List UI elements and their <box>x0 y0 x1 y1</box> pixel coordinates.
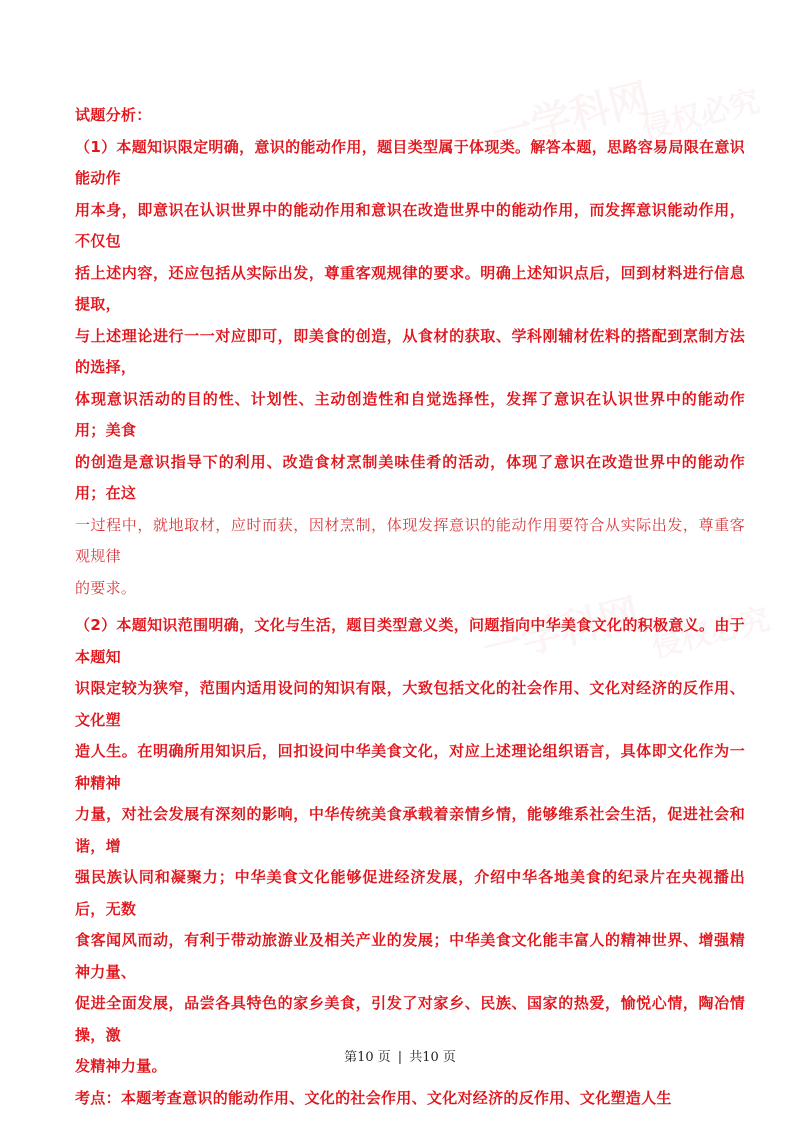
text-line: 与上述理论进行一一对应即可，即美食的创造，从食材的获取、学科刚辅材佐料的搭配到烹制方法的选择， <box>75 326 745 376</box>
analysis-content <box>75 100 745 1114</box>
text-line: 用本身，即意识在认识世界中的能动作用和意识在改造世界中的能动作用，而发挥意识能动作用，不仅包 <box>75 200 745 250</box>
watermark-logo: 一学科网 <box>477 590 645 674</box>
text-line: （1）本题知识限定明确，意识的能动作用，题目类型属于体现类。解答本题，思路容易局限在意识能动作 <box>75 137 745 187</box>
text-line: 强民族认同和凝聚力；中华美食文化能够促进经济发展，介绍中华各地美食的纪录片在央视播出后，无数 <box>75 868 745 918</box>
watermark-notice: 侵权必究 <box>648 601 774 665</box>
part1-paragraph <box>75 132 745 510</box>
text-line: 的要求。 <box>75 578 137 597</box>
kaodian-line: 考点：本题考查意识的能动作用、文化的社会作用、文化对经济的反作用、文化塑造人生 <box>75 1088 672 1107</box>
page-total: 共10 页 <box>409 1050 456 1065</box>
part2-paragraph <box>75 610 745 1083</box>
analysis-heading: 试题分析： <box>75 106 152 124</box>
watermark-logo: 一学科网 <box>487 75 655 159</box>
text-line: 识限定较为狭窄，范围内适用设问的知识有限，大致包括文化的社会作用、文化对经济的反作用、文化塑 <box>75 679 745 729</box>
text-line: 括上述内容，还应包括从实际出发，尊重客观规律的要求。明确上述知识点后，回到材料进行信息提取， <box>75 263 745 313</box>
footer-separator: | <box>397 1050 403 1065</box>
text-line: 造人生。在明确所用知识后，回扣设问中华美食文化，对应上述理论组织语言，具体即文化作为一种精神 <box>75 742 745 792</box>
page-number: 第10 页 <box>344 1050 391 1065</box>
text-line: 体现意识活动的目的性、计划性、主动创造性和自觉选择性，发挥了意识在认识世界中的能动作用；美食 <box>75 389 745 439</box>
text-line: 食客闻风而动，有利于带动旅游业及相关产业的发展；中华美食文化能丰富人的精神世界、增强精神力量、 <box>75 931 745 981</box>
text-line: 的创造是意识指导下的利用、改造食材烹制美味佳肴的活动，体现了意识在改造世界中的能动作用；在这 <box>75 452 745 502</box>
page-footer <box>0 1046 800 1065</box>
watermark-notice: 侵权必究 <box>638 83 764 147</box>
text-line: 发精神力量。 <box>75 1057 167 1075</box>
text-line: （2）本题知识范围明确，文化与生活，题目类型意义类，问题指向中华美食文化的积极意义。由于本题知 <box>75 616 745 666</box>
text-line: 力量，对社会发展有深刻的影响，中华传统美食承载着亲情乡情，能够维系社会生活，促进社会和谐，增 <box>75 805 745 855</box>
part1-tail <box>75 510 745 605</box>
text-line: 促进全面发展，品尝各具特色的家乡美食，引发了对家乡、民族、国家的热爱，愉悦心情，陶冶情操，激 <box>75 994 745 1044</box>
text-line: 一过程中，就地取材，应时而获，因材烹制，体现发挥意识的能动作用要符合从实际出发，尊重客观规律 <box>75 515 745 565</box>
